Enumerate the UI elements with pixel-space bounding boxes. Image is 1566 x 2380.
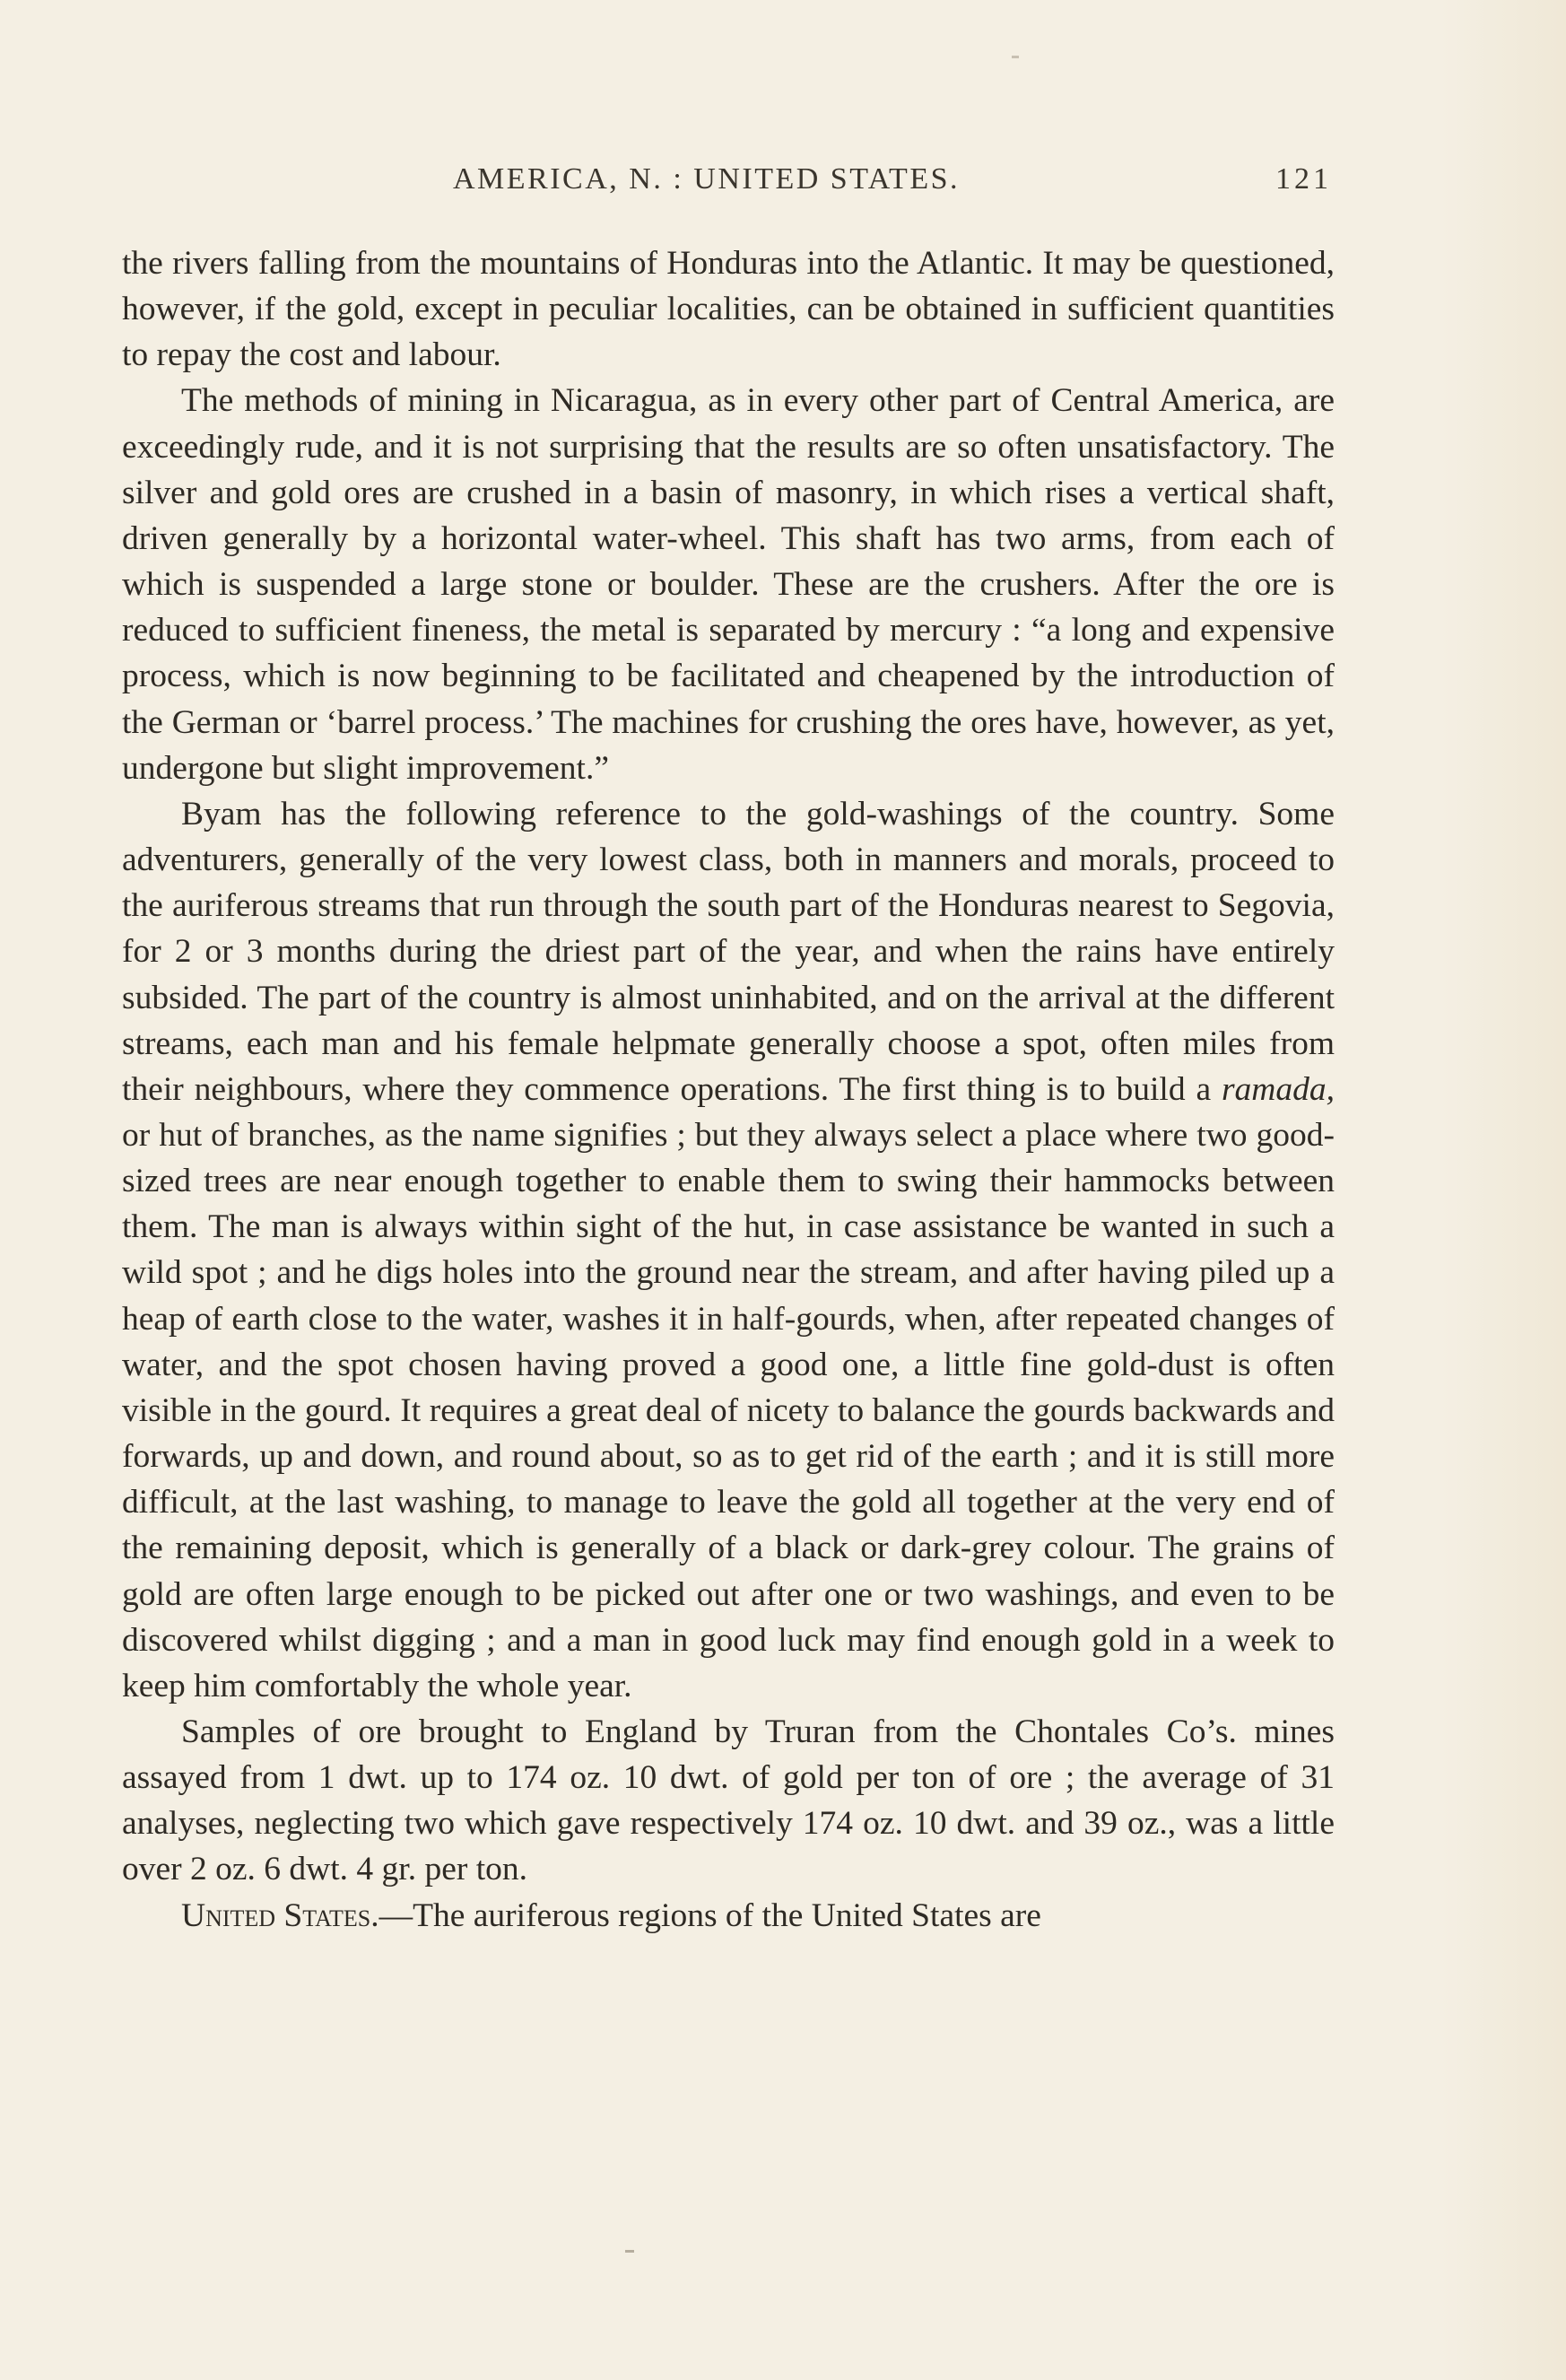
paragraph-gold-washings: [122, 791, 1335, 1709]
paragraph-continuation: the rivers falling from the mountains of Honduras into the Atlantic. It may be questioned, however, if the gold, except in peculiar localities, can be obtained in sufficient quantities to repay the cost and labour.: [122, 245, 1335, 374]
paragraph-united-states: [122, 1893, 1335, 1939]
section-lead-united-states: United States.: [181, 1896, 379, 1934]
paragraph-text-after-italic: or hut of branches, as the name signifies ; but they always select a place where two good-sized trees are near enough together to enable them to swing their hammocks between them. The man is always within sight of the hut, in case assistance be wanted in such a wild spot ; and he digs holes into the ground near the stream, and after having piled up a heap of earth close to the water, washes it in half-gourds, when, after repeated changes of water, and the spot chosen having proved a good one, a little fine gold-dust is often visible in the gourd. It requires a great deal of nicety to balance the gourds backwards and forwards, up and down, and round about, so as to get rid of the earth ; and it is still more difficult, at the last washing, to manage to leave the gold all together at the very end of the remaining deposit, which is generally of a black or dark-grey colour. The grains of gold are often large enough to be picked out after one or two washings, and even to be discovered whilst digging ; and a man in good luck may find enough gold in a week to keep him comfortably the whole year.: [122, 1116, 1335, 1704]
paragraph-text-before-italic: Byam has the following reference to the gold-washings of the country. Some adventurers, generally of the very lowest class, both in manners and morals, proceed to the auriferous streams that run through the south part of the Honduras nearest to Segovia, for 2 or 3 months during the driest part of the year, and when the rains have entirely subsided. The part of the country is almost uninhabited, and on the arrival at the different streams, each man and his female helpmate generally choose a spot, often miles from their neighbours, where they commence operations. The first thing is to build a: [122, 795, 1335, 1108]
body-text: [122, 240, 1335, 1939]
paragraph-ore-samples: Samples of ore brought to England by Truran from the Chontales Co’s. mines assayed from 1 dwt. up to 174 oz. 10 dwt. of gold per ton of ore ; the average of 31 analyses, neglecting two which gave respectively 174 oz. 10 dwt. and 39 oz., was a little over 2 oz. 6 dwt. 4 gr. per ton.: [122, 1713, 1335, 1888]
italic-term-ramada: ramada,: [1221, 1070, 1335, 1108]
running-head-title: AMERICA, N. : UNITED STATES.: [453, 162, 960, 196]
paper-speck-bottom: [625, 2250, 634, 2253]
paragraph-mining-methods: The methods of mining in Nicaragua, as in every other part of Central America, are exceedingly rude, and it is not surprising that the results are so often unsatisfactory. The silver and gold ores are crushed in a basin of masonry, in which rises a vertical shaft, driven generally by a horizontal water-wheel. This shaft has two arms, from each of which is suspended a large stone or boulder. These are the crushers. After the ore is reduced to sufficient fineness, the metal is separated by mercury : “a long and expensive process, which is now beginning to be facilitated and cheapened by the introduction of the German or ‘barrel process.’ The machines for crushing the ores have, however, as yet, undergone but slight improvement.”: [122, 382, 1335, 787]
running-head: [453, 162, 1332, 207]
section-lead-text: —The auriferous regions of the United States are: [378, 1896, 1041, 1934]
page-number: 121: [1275, 162, 1332, 196]
